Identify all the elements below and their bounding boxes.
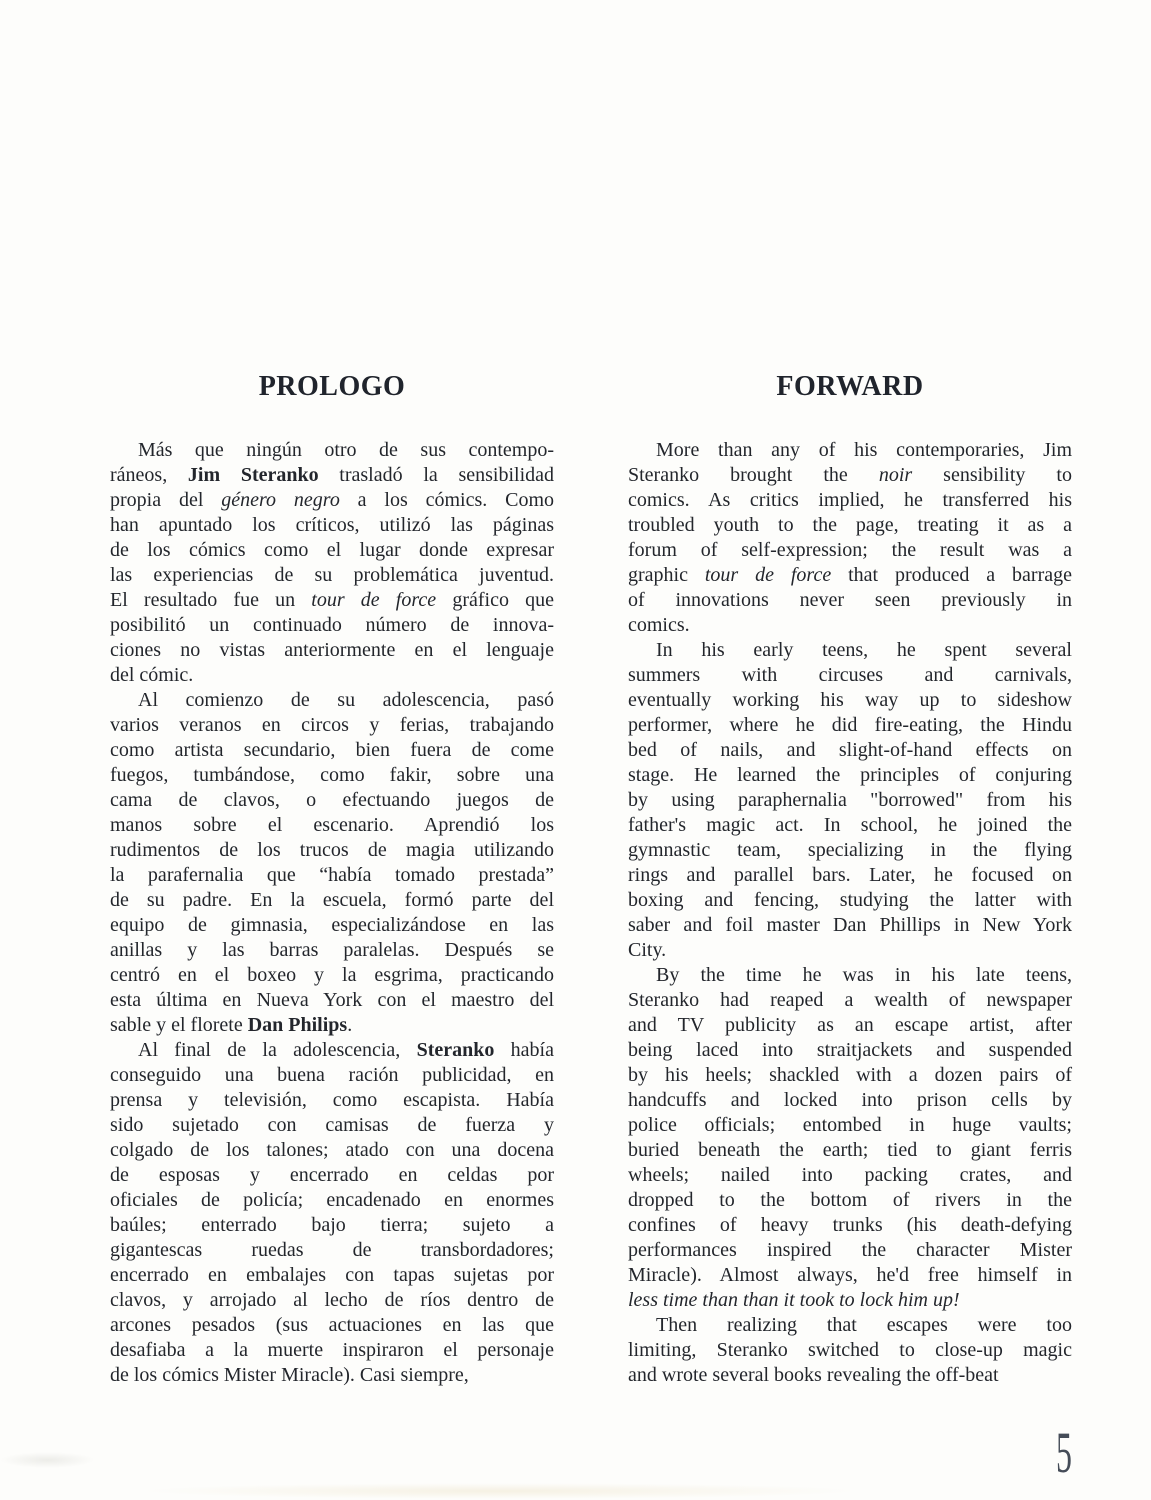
text-line: More than any of his contemporaries, Jim — [656, 439, 1072, 461]
paragraph — [628, 438, 1072, 638]
text-line: fuegos, tumbándose, como fakir, sobre una — [110, 764, 554, 786]
text-line: oficiales de policía; encadenado en enormes — [110, 1189, 554, 1211]
scan-smudge-bottom — [140, 1483, 860, 1499]
text-line: de su padre. En la escuela, formó parte del — [110, 889, 554, 911]
text-line: wheels; nailed into packing crates, and — [628, 1164, 1072, 1186]
text-line: confines of heavy trunks (his death-defying — [628, 1214, 1072, 1236]
text-line: by using paraphernalia "borrowed" from his — [628, 789, 1072, 811]
text-line: less time than than it took to lock him up! — [628, 1289, 960, 1311]
text-line: handcuffs and locked into prison cells by — [628, 1089, 1072, 1111]
page-number: 5 — [1056, 1420, 1072, 1485]
text-line: Al final de la adolescencia, Steranko había — [138, 1039, 554, 1061]
text-line: gigantescas ruedas de transbordadores; — [110, 1239, 554, 1261]
text-line: performer, where he did fire-eating, the Hindu — [628, 714, 1072, 736]
text-line: ciones no vistas anteriormente en el lenguaje — [110, 639, 554, 661]
text-line: del cómic. — [110, 664, 194, 686]
paragraph — [110, 688, 554, 1038]
text-line: de esposas y encerrado en celdas por — [110, 1164, 554, 1186]
text-line: sido sujetado con camisas de fuerza y — [110, 1114, 554, 1136]
text-line: saber and foil master Dan Phillips in New York — [628, 914, 1072, 936]
text-line: rings and parallel bars. Later, he focused on — [628, 864, 1072, 886]
paragraph — [628, 963, 1072, 1313]
text-line: summers with circuses and carnivals, — [628, 664, 1072, 686]
text-line: rudimentos de los trucos de magia utilizando — [110, 839, 554, 861]
text-line: colgado de los talones; atado con una docena — [110, 1139, 554, 1161]
text-line: manos sobre el escenario. Aprendió los — [110, 814, 554, 836]
text-line: father's magic act. In school, he joined the — [628, 814, 1072, 836]
text-line: City. — [628, 939, 667, 961]
text-line: posibilitó un continuado número de innova- — [110, 614, 554, 636]
paragraph — [628, 1313, 1072, 1388]
text-line: encerrado en embalajes con tapas sujetas por — [110, 1264, 554, 1286]
text-line: han apuntado los críticos, utilizó las páginas — [110, 514, 554, 536]
text-line: como artista secundario, bien fuera de come — [110, 739, 554, 761]
text-line: eventually working his way up to sideshow — [628, 689, 1072, 711]
text-line: police officials; entombed in huge vaults; — [628, 1114, 1072, 1136]
text-line: ráneos, Jim Steranko trasladó la sensibilidad — [110, 464, 555, 486]
text-line: Al comienzo de su adolescencia, pasó — [138, 689, 554, 711]
text-line: performances inspired the character Mister — [628, 1239, 1072, 1261]
text-line: being laced into straitjackets and suspended — [628, 1039, 1072, 1061]
text-line: Steranko brought the noir sensibility to — [628, 464, 1072, 486]
text-line: gymnastic team, specializing in the flying — [628, 839, 1072, 861]
text-line: conseguido una buena ración publicidad, en — [110, 1064, 554, 1086]
text-line: comics. — [628, 614, 690, 636]
text-line: arcones pesados (sus actuaciones en las que — [110, 1314, 554, 1336]
text-line: Más que ningún otro de sus contempo- — [138, 439, 554, 461]
text-line: troubled youth to the page, treating it as a — [628, 514, 1072, 536]
text-line: and TV publicity as an escape artist, after — [628, 1014, 1072, 1036]
forward-column — [628, 370, 1072, 1388]
text-line: Then realizing that escapes were too — [656, 1314, 1072, 1336]
text-line: equipo de gimnasia, especializándose en las — [110, 914, 554, 936]
scan-smudge-left — [0, 1452, 95, 1468]
text-line: comics. As critics implied, he transferred his — [628, 489, 1072, 511]
text-line: de los cómics Mister Miracle). Casi siempre, — [110, 1364, 469, 1386]
text-line: El resultado fue un tour de force gráfico que — [110, 589, 554, 611]
text-line: baúles; enterrado bajo tierra; sujeto a — [110, 1214, 554, 1236]
prologo-column — [110, 370, 554, 1388]
text-line: esta última en Nueva York con el maestro del — [110, 989, 554, 1011]
text-line: clavos, y arrojado al lecho de ríos dentro de — [110, 1289, 554, 1311]
text-line: of innovations never seen previously in — [628, 589, 1072, 611]
text-line: propia del género negro a los cómics. Como — [110, 489, 555, 511]
text-line: centró en el boxeo y la esgrima, practicando — [110, 964, 554, 986]
text-line: stage. He learned the principles of conjuring — [628, 764, 1072, 786]
text-line: prensa y televisión, como escapista. Había — [110, 1089, 554, 1111]
text-line: Miracle). Almost always, he'd free himself in — [628, 1264, 1072, 1286]
text-line: buried beneath the earth; tied to giant ferris — [628, 1139, 1072, 1161]
text-line: cama de clavos, o efectuando juegos de — [110, 789, 554, 811]
text-line: las experiencias de su problemática juventud. — [110, 564, 554, 586]
paragraph — [628, 638, 1072, 963]
paragraph — [110, 438, 554, 688]
forward-text — [628, 438, 1072, 1388]
text-line: desafiaba a la muerte inspiraron el personaje — [110, 1339, 554, 1361]
paragraph — [110, 1038, 554, 1388]
text-line: graphic tour de force that produced a barrage — [628, 564, 1072, 586]
text-line: anillas y las barras paralelas. Después se — [110, 939, 554, 961]
prologo-heading: PROLOGO — [258, 371, 406, 402]
text-line: dropped to the bottom of rivers in the — [628, 1189, 1072, 1211]
text-line: de los cómics como el lugar donde expresar — [110, 539, 554, 561]
text-line: Steranko had reaped a wealth of newspaper — [628, 989, 1072, 1011]
text-line: By the time he was in his late teens, — [656, 964, 1072, 986]
text-line: by his heels; shackled with a dozen pairs of — [628, 1064, 1072, 1086]
text-line: la parafernalia que “había tomado prestada” — [110, 864, 554, 886]
text-line: bed of nails, and slight-of-hand effects on — [628, 739, 1072, 761]
text-line: limiting, Steranko switched to close-up magic — [628, 1339, 1072, 1361]
text-line: varios veranos en circos y ferias, trabajando — [110, 714, 554, 736]
forward-heading: FORWARD — [776, 371, 924, 402]
text-line: forum of self-expression; the result was a — [628, 539, 1072, 561]
text-line: boxing and fencing, studying the latter with — [628, 889, 1072, 911]
text-line: and wrote several books revealing the off-beat — [628, 1364, 999, 1386]
text-line: sable y el florete Dan Philips. — [110, 1014, 353, 1036]
text-line: In his early teens, he spent several — [656, 639, 1072, 661]
prologo-text — [110, 438, 554, 1388]
